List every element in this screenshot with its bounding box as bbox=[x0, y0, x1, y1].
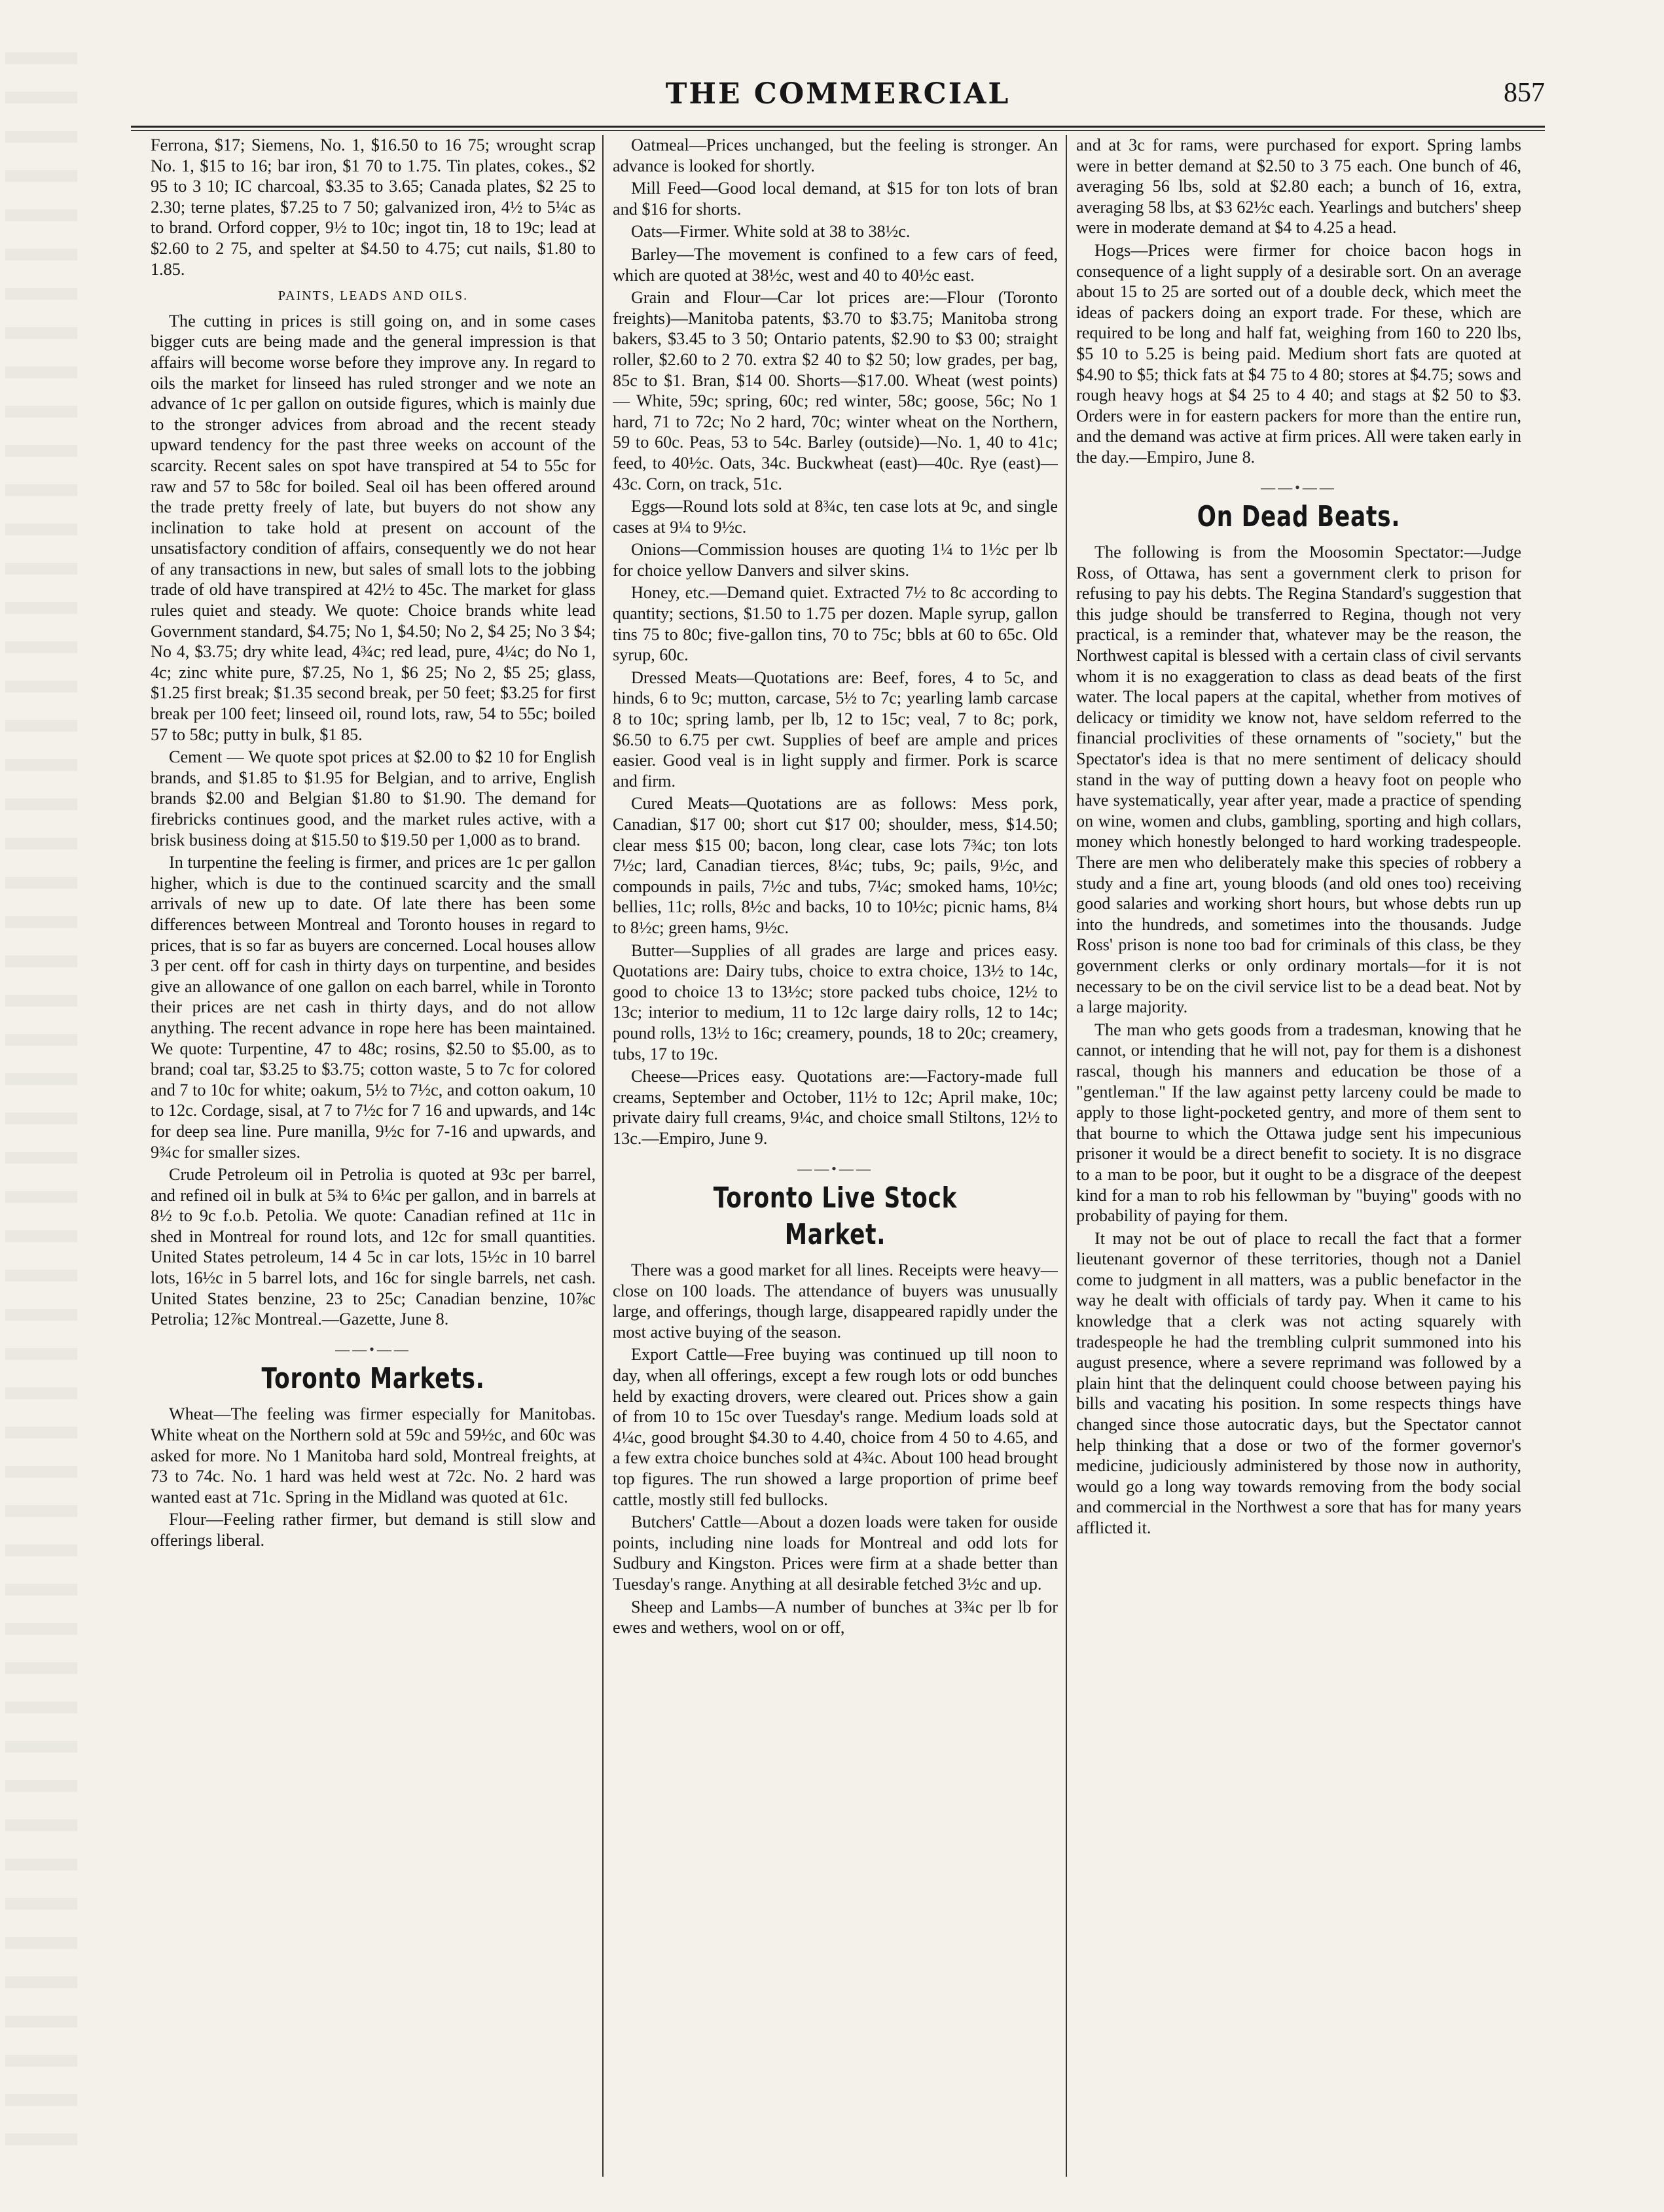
article-paragraph: Ferrona, $17; Siemens, No. 1, $16.50 to 16 75; wrought scrap No. 1, $15 to 16; bar iron, $1 70 to 1.75. Tin plates, cokes., $2 95 to 3 10; IC charcoal, $3.35 to 3.65; Canada plates, $2 25 to 2.30; terne plates, $7.25 to 7 50; galvanized iron, 4½ to 5¼c as to brand. Orford copper, 9½ to 10c; ingot tin, 18 to 19c; lead at $2.60 to 2 75, and spelter at $4.50 to 4.75; cut nails, $1.80 to 1.85. bbox=[151, 135, 596, 279]
article-heading: Toronto Live Stock Market. bbox=[713, 1181, 958, 1252]
column-2 bbox=[613, 135, 1058, 2183]
article-paragraph: There was a good market for all lines. Receipts were heavy—close on 100 loads. The attendance of buyers was unusually large, and offerings, though large, disappeared rapidly under the most active buying of the season. bbox=[613, 1260, 1058, 1342]
article-paragraph: Dressed Meats—Quotations are: Beef, fores, 4 to 5c, and hinds, 6 to 9c; mutton, carcase, 5½ to 7c; yearling lamb carcase 8 to 10c; spring lamb, per lb, 12 to 15c; veal, 7 to 8c; pork, $6.50 to 6.75 per cwt. Supplies of beef are ample and prices easier. Good veal is in light supply and firmer. Pork is scarce and firm. bbox=[613, 668, 1058, 791]
article-paragraph: Sheep and Lambs—A number of bunches at 3¾c per lb for ewes and wethers, wool on or off, bbox=[613, 1597, 1058, 1637]
article-paragraph: The man who gets goods from a tradesman, knowing that he cannot, or intending that he will not, pay for them is a dishonest rascal, though his manners and education be those of a "gentleman." If the law against petty larceny could be made to apply to those light-pocketed gentry, and more of them sent to that bourne to which the Ottawa judge sent his impecunious prisoner it would be a direct benefit to society. It is no disgrace to a man to be poor, but it ought to be a disgrace of the deepest kind for a man to rob his fellowman by "buying" goods with no probability of paying for them. bbox=[1076, 1020, 1521, 1226]
article-paragraph: Oats—Firmer. White sold at 38 to 38½c. bbox=[631, 222, 911, 241]
article-paragraph: The following is from the Moosomin Spectator:—Judge Ross, of Ottawa, has sent a government clerk to prison for refusing to pay his debts. The Regina Standard's suggestion that this judge should be transferred to Regina, though not very practical, is a reminder that, whatever may be the reason, the Northwest capital is blessed with a certain class of civil servants whom it is no exaggeration to class as dead beats of the first water. The local papers at the capital, whether from motives of delicacy or timidity we know not, have seldom referred to the financial proclivities of these ornaments of "society," but the Spectator's idea is that no mere sentiment of delicacy should stand in the way of putting down a heavy foot on people who have systematically, year after year, made a practice of spending on wine, women and clubs, gambling, sporting and high collars, money which honestly belonged to hard working tradespeople. There are men who deliberately make this species of robbery a study and a fine art, young bloods (and old ones too) receiving good salaries and working short hours, but whose debts run up into the hundreds, and sometimes into the thousands. Judge Ross' prison is none too bad for criminals of this class, be they government clerks or only ordinary mortals—for it is not necessary to be on the civil service list to be a dead beat. Not by a large majority. bbox=[1076, 543, 1521, 1017]
ornamental-divider: ——•—— bbox=[797, 1160, 873, 1177]
article-paragraph: Eggs—Round lots sold at 8¾c, ten case lots at 9c, and single cases at 9¼ to 9½c. bbox=[613, 497, 1058, 537]
article-paragraph: Wheat—The feeling was firmer especially for Manitobas. White wheat on the Northern sold at 59c and 59½c, and 60c was asked for more. No 1 Manitoba hard sold, Montreal freights, at 73 to 74c. No. 1 hard was held west at 72c. No. 2 hard was wanted east at 71c. Spring in the Midland was quoted at 61c. bbox=[151, 1404, 596, 1507]
section-subhead: PAINTS, LEADS AND OILS. bbox=[278, 289, 469, 304]
article-paragraph: Flour—Feeling rather firmer, but demand is still slow and offerings liberal. bbox=[151, 1510, 596, 1550]
article-paragraph: In turpentine the feeling is firmer, and prices are 1c per gallon higher, which is due to the continued scarcity and the small arrivals of new up to date. Of late there has been some differences between Montreal and Toronto houses in regard to prices, that is so far as buyers are concerned. Local houses allow 3 per cent. off for cash in thirty days on turpentine, and besides give an allowance of one gallon on each barrel, while in Toronto their prices are net cash in thirty days, and do not allow anything. The recent advance in rope here has been maintained. We quote: Turpentine, 47 to 48c; rosins, $2.50 to $5.00, as to brand; coal tar, $3.25 to $3.75; cotton waste, 5 to 7c for colored and 7 to 10c for white; oakum, 5½ to 7½c, and cotton oakum, 10 to 12c. Cordage, sisal, at 7 to 7½c for 7 16 and upwards, and 14c for deep sea line. Pure manilla, 9½c for 7-16 and upwards, and 9¾c for smaller sizes. bbox=[151, 853, 596, 1162]
column-rule bbox=[1066, 135, 1067, 2177]
publication-title: THE COMMERCIAL bbox=[665, 77, 1011, 111]
article-heading: Toronto Markets. bbox=[261, 1362, 485, 1396]
article-paragraph: Onions—Commission houses are quoting 1¼ to 1½c per lb for choice yellow Danvers and silver skins. bbox=[613, 540, 1058, 580]
article-paragraph: It may not be out of place to recall the fact that a former lieutenant governor of these territories, though not a Daniel come to judgment in all matters, was a public benefactor in the way he dealt with officials of tardy pay. When it came to his knowledge that a clerk was not acting squarely with tradespeople he had the trembling culprit summoned into his august presence, where a severe reprimand was followed by a plain hint that the delinquent could choose between paying his bills and vacating his position. In some respects things have changed since those autocratic days, but the Spectator cannot help thinking that a dose or two of the former governor's medicine, judiciously administered by those now in authority, would go a long way towards removing from the body social and commercial in the Northwest a sore that has for many years afflicted it. bbox=[1076, 1228, 1521, 1537]
column-1 bbox=[151, 135, 596, 2183]
article-paragraph: Crude Petroleum oil in Petrolia is quoted at 93c per barrel, and refined oil in bulk at 5¾ to 6¼c per gallon, and in barrels at 8½ to 9c f.o.b. Petolia. We quote: Canadian refined at 11c in shed in Montreal for round lots, and 12c for small quantities. United States petroleum, 14 4 5c in car lots, 15½c in 10 barrel lots, 16½c in 5 barrel lots, and 16c for single barrels, net cash. United States benzine, 23 to 25c; Canadian benzine, 10⅞c Petrolia; 12⅞c Montreal.—Gazette, June 8. bbox=[151, 1165, 596, 1329]
scan-margin-texture bbox=[5, 52, 77, 2147]
article-paragraph: Cured Meats—Quotations are as follows: Mess pork, Canadian, $17 00; short cut $17 00; shoulder, mess, $14.50; clear mess $15 00; bacon, long clear, case lots 7¾c; ton lots 7½c; lard, Canadian tierces, 8¼c; tubs, 9c; pails, 9½c, and compounds in pails, 7½c and tubs, 7¼c; smoked hams, 10½c; bellies, 11c; rolls, 8½c and backs, 10 to 10½c; picnic hams, 8¼ to 8½c; green hams, 9½c. bbox=[613, 794, 1058, 937]
column-3 bbox=[1076, 135, 1521, 2183]
ornamental-divider: ——•—— bbox=[335, 1340, 411, 1357]
article-paragraph: Cement — We quote spot prices at $2.00 to $2 10 for English brands, and $1.85 to $1.95 for Belgian, and to arrive, English brands $2.00 and Belgian $1.80 to $1.90. The demand for firebricks continues good, and the market rules active, with a brisk business doing at $15.50 to $19.50 per 1,000 as to brand. bbox=[151, 747, 596, 849]
article-paragraph: and at 3c for rams, were purchased for export. Spring lambs were in better demand at $2.50 to 3 75 each. One bunch of 46, averaging 56 lbs, sold at $2.80 each; a bunch of 16, extra, averaging 58 lbs, at $3 62½c each. Yearlings and butchers' sheep were in moderate demand at $4 to 4.25 a head. bbox=[1076, 135, 1521, 238]
article-paragraph: Hogs—Prices were firmer for choice bacon hogs in consequence of a light supply of a desirable sort. On an average about 15 to 25 are sorted out of a double deck, which meet the ideas of packers doing an export trade. For these, which are required to be long and half fat, weighing from 160 to 220 lbs, $5 10 to 5.25 is being paid. Medium short fats are quoted at $4.90 to $5; thick fats at $4 75 to 4 80; stores at $4.75; sows and rough heavy hogs at $4 25 to 4 40; and stags at $2 50 to $3. Orders were in for eastern packers for more than the entire run, and the demand was active at firm prices. All were taken early in the day.—Empiro, June 8. bbox=[1076, 240, 1521, 467]
article-paragraph: Mill Feed—Good local demand, at $15 for ton lots of bran and $16 for shorts. bbox=[613, 179, 1058, 219]
article-paragraph: Cheese—Prices easy. Quotations are:—Factory-made full creams, September and October, 11½ to 12c; April make, 10c; private dairy full creams, 9¼c, and choice small Stiltons, 12½ to 13c.—Empiro, June 9. bbox=[613, 1067, 1058, 1148]
article-paragraph: Oatmeal—Prices unchanged, but the feeling is stronger. An advance is looked for shortly. bbox=[613, 135, 1058, 175]
article-paragraph: The cutting in prices is still going on, and in some cases bigger cuts are being made and the general impression is that affairs will become worse before they improve any. In regard to oils the market for linseed has ruled stronger and we note an advance of 1c per gallon on outside figures, which is mainly due to the stronger advices from abroad and the recent steady upward tendency for the past three weeks on account of the scarcity. Recent sales on spot have transpired at 54 to 55c for raw and 57 to 58c for boiled. Seal oil has been offered around the trade pretty freely of late, but buyers do not show any inclination to take hold at present on account of the unsatisfactory condition of affairs, consequently we do not hear of any transactions in new, but sales of small lots to the jobbing trade of old have transpired at 42½ to 45c. The market for glass rules quiet and steady. We quote: Choice brands white lead Government standard, $4.75; No 1, $4.50; No 2, $4 25; No 3 $4; No 4, $3.75; dry white lead, 4¾c; red lead, pure, 4¼c; do No 1, 4c; zinc white pure, $7.25, No 1, $6 25; No 2, $5 25; glass, $1.25 first break; $1.35 second break, per 50 feet; $3.25 for first break per 100 feet; linseed oil, round lots, raw, 54 to 55c; boiled 57 to 58c; putty in bulk, $1 85. bbox=[151, 311, 596, 744]
ornamental-divider: ——•—— bbox=[1261, 478, 1337, 495]
article-paragraph: Barley—The movement is confined to a few cars of feed, which are quoted at 38½c, west and 40 to 40½c east. bbox=[613, 244, 1058, 285]
article-heading: On Dead Beats. bbox=[1197, 500, 1401, 534]
article-paragraph: Butter—Supplies of all grades are large and prices easy. Quotations are: Dairy tubs, choice to extra choice, 13½ to 14c, good to choice 13 to 13½c; store packed tubs choice, 12½ to 13c; interior to medium, 11 to 12c large dairy rolls, 12 to 14c; pound rolls, 13½ to 16c; creamery, pounds, 18 to 20c; creamery, tubs, 17 to 19c. bbox=[613, 940, 1058, 1063]
article-paragraph: Butchers' Cattle—About a dozen loads were taken for ouside points, including nine loads for Montreal and odd lots for Sudbury and Kingston. Prices were firm at a shade better than Tuesday's range. Anything at all desirable fetched 3½c and up. bbox=[613, 1512, 1058, 1594]
article-paragraph: Honey, etc.—Demand quiet. Extracted 7½ to 8c according to quantity; sections, $1.50 to 1.75 per dozen. Maple syrup, gallon tins 75 to 80c; five-gallon tins, 70 to 75c; bbls at 60 to 65c. Old syrup, 60c. bbox=[613, 583, 1058, 665]
page-number: 857 bbox=[1504, 78, 1545, 108]
article-paragraph: Grain and Flour—Car lot prices are:—Flour (Toronto freights)—Manitoba patents, $3.70 to $3.75; Manitoba strong bakers, $3.45 to 3 50; Ontario patents, $2.90 to $3 00; straight roller, $2.60 to 2 70. extra $2 40 to $2 50; low grades, per bag, 85c to $1. Bran, $14 00. Shorts—$17.00. Wheat (west points) — White, 59c; spring, 60c; red winter, 58c; goose, 56c; No 1 hard, 71 to 72c; No 2 hard, 70c; winter wheat on the Northern, 59 to 60c. Peas, 53 to 54c. Barley (outside)—No. 1, 40 to 41c; feed, to 40½c. Oats, 34c. Buckwheat (east)—40c. Rye (east)—43c. Corn, on track, 51c. bbox=[613, 288, 1058, 493]
masthead bbox=[131, 77, 1545, 116]
column-rule bbox=[602, 135, 604, 2177]
article-paragraph: Export Cattle—Free buying was continued up till noon to day, when all offerings, except a few rough lots or odd bunches held by exacting drovers, were cleared out. Prices show a gain of from 10 to 15c over Tuesday's range. Medium loads sold at 4¼c, good brought $4.30 to 4.40, choice from 4 50 to 4.65, and a few extra choice bunches sold at 4¾c. About 100 head brought top figures. The run showed a large proportion of prime beef cattle, mostly still fed bullocks. bbox=[613, 1345, 1058, 1509]
masthead-rule bbox=[131, 126, 1545, 131]
